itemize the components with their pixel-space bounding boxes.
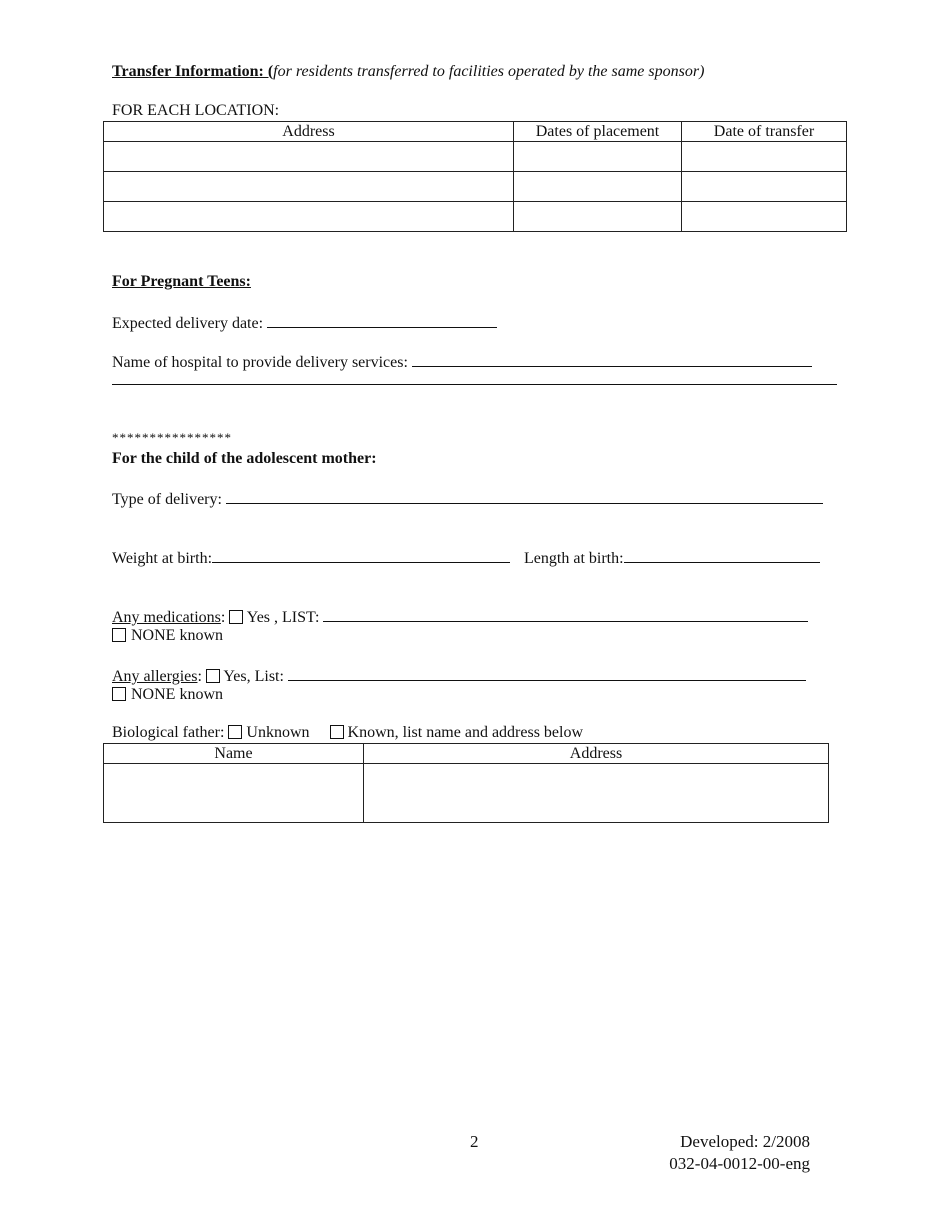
medications-none-checkbox[interactable] xyxy=(112,628,126,642)
developed-date: Developed: 2/2008 xyxy=(680,1132,810,1151)
medications-none-label: NONE known xyxy=(131,627,223,644)
weight-field[interactable] xyxy=(212,547,510,563)
father-name-cell[interactable] xyxy=(104,764,364,823)
father-known-label: Known, list name and address below xyxy=(347,724,584,741)
transfer-col-date-of-transfer: Date of transfer xyxy=(682,122,847,142)
allergies-none-label: NONE known xyxy=(131,686,223,703)
father-unknown-label: Unknown xyxy=(246,724,310,741)
father-col-name: Name xyxy=(104,744,364,764)
allergies-list-field[interactable] xyxy=(288,665,806,681)
medications-label: Any medications xyxy=(112,609,221,626)
transfer-cell[interactable] xyxy=(682,172,847,202)
transfer-cell[interactable] xyxy=(104,202,514,232)
expected-delivery-label: Expected delivery date: xyxy=(112,315,264,332)
hospital-field[interactable] xyxy=(412,351,812,367)
transfer-cell[interactable] xyxy=(514,142,682,172)
transfer-cell[interactable] xyxy=(104,142,514,172)
table-row xyxy=(104,764,829,823)
transfer-cell[interactable] xyxy=(514,202,682,232)
allergies-colon: : xyxy=(197,668,202,685)
medications-yes-label: Yes , LIST: xyxy=(246,609,320,626)
length-field[interactable] xyxy=(624,547,820,563)
transfer-col-dates-of-placement: Dates of placement xyxy=(514,122,682,142)
medications-list-field[interactable] xyxy=(323,606,808,622)
allergies-yes-checkbox[interactable] xyxy=(206,669,220,683)
transfer-table xyxy=(103,121,847,232)
pregnant-teens-heading: For Pregnant Teens: xyxy=(112,273,251,290)
allergies-label: Any allergies xyxy=(112,668,198,685)
transfer-title: Transfer Information: ( xyxy=(112,63,274,80)
medications-none-row xyxy=(112,626,223,646)
father-row xyxy=(112,723,583,743)
expected-delivery-row xyxy=(112,312,497,334)
type-of-delivery-label: Type of delivery: xyxy=(112,491,222,508)
expected-delivery-field[interactable] xyxy=(267,312,497,328)
form-code: 032-04-0012-00-eng xyxy=(669,1154,810,1173)
table-row xyxy=(104,202,847,232)
father-label: Biological father: xyxy=(112,724,225,741)
father-col-address: Address xyxy=(364,744,829,764)
transfer-cell[interactable] xyxy=(682,202,847,232)
medications-row xyxy=(112,606,808,628)
birth-measurements-row xyxy=(112,547,820,569)
length-label: Length at birth: xyxy=(524,550,624,567)
father-address-cell[interactable] xyxy=(364,764,829,823)
hospital-label: Name of hospital to provide delivery services: xyxy=(112,354,408,371)
allergies-yes-label: Yes, List: xyxy=(223,668,284,685)
hospital-field-continuation[interactable] xyxy=(112,369,837,385)
allergies-row xyxy=(112,665,806,687)
type-of-delivery-field[interactable] xyxy=(226,488,823,504)
table-row xyxy=(104,142,847,172)
medications-yes-checkbox[interactable] xyxy=(229,610,243,624)
father-table xyxy=(103,743,829,823)
page-number: 2 xyxy=(470,1132,479,1151)
allergies-none-checkbox[interactable] xyxy=(112,687,126,701)
father-unknown-checkbox[interactable] xyxy=(228,725,242,739)
allergies-none-row xyxy=(112,685,223,705)
transfer-cell[interactable] xyxy=(682,142,847,172)
transfer-col-address: Address xyxy=(104,122,514,142)
father-known-checkbox[interactable] xyxy=(330,725,344,739)
transfer-subtitle: for residents transferred to facilities operated by the same sponsor) xyxy=(273,63,705,80)
transfer-cell[interactable] xyxy=(104,172,514,202)
weight-label: Weight at birth: xyxy=(112,550,213,567)
child-heading: For the child of the adolescent mother: xyxy=(112,450,377,467)
table-row xyxy=(104,172,847,202)
type-of-delivery-row xyxy=(112,488,823,510)
transfer-heading xyxy=(112,62,704,82)
transfer-cell[interactable] xyxy=(514,172,682,202)
separator-stars: **************** xyxy=(112,430,232,445)
for-each-location-label: FOR EACH LOCATION: xyxy=(112,102,280,119)
medications-colon: : xyxy=(220,609,226,626)
